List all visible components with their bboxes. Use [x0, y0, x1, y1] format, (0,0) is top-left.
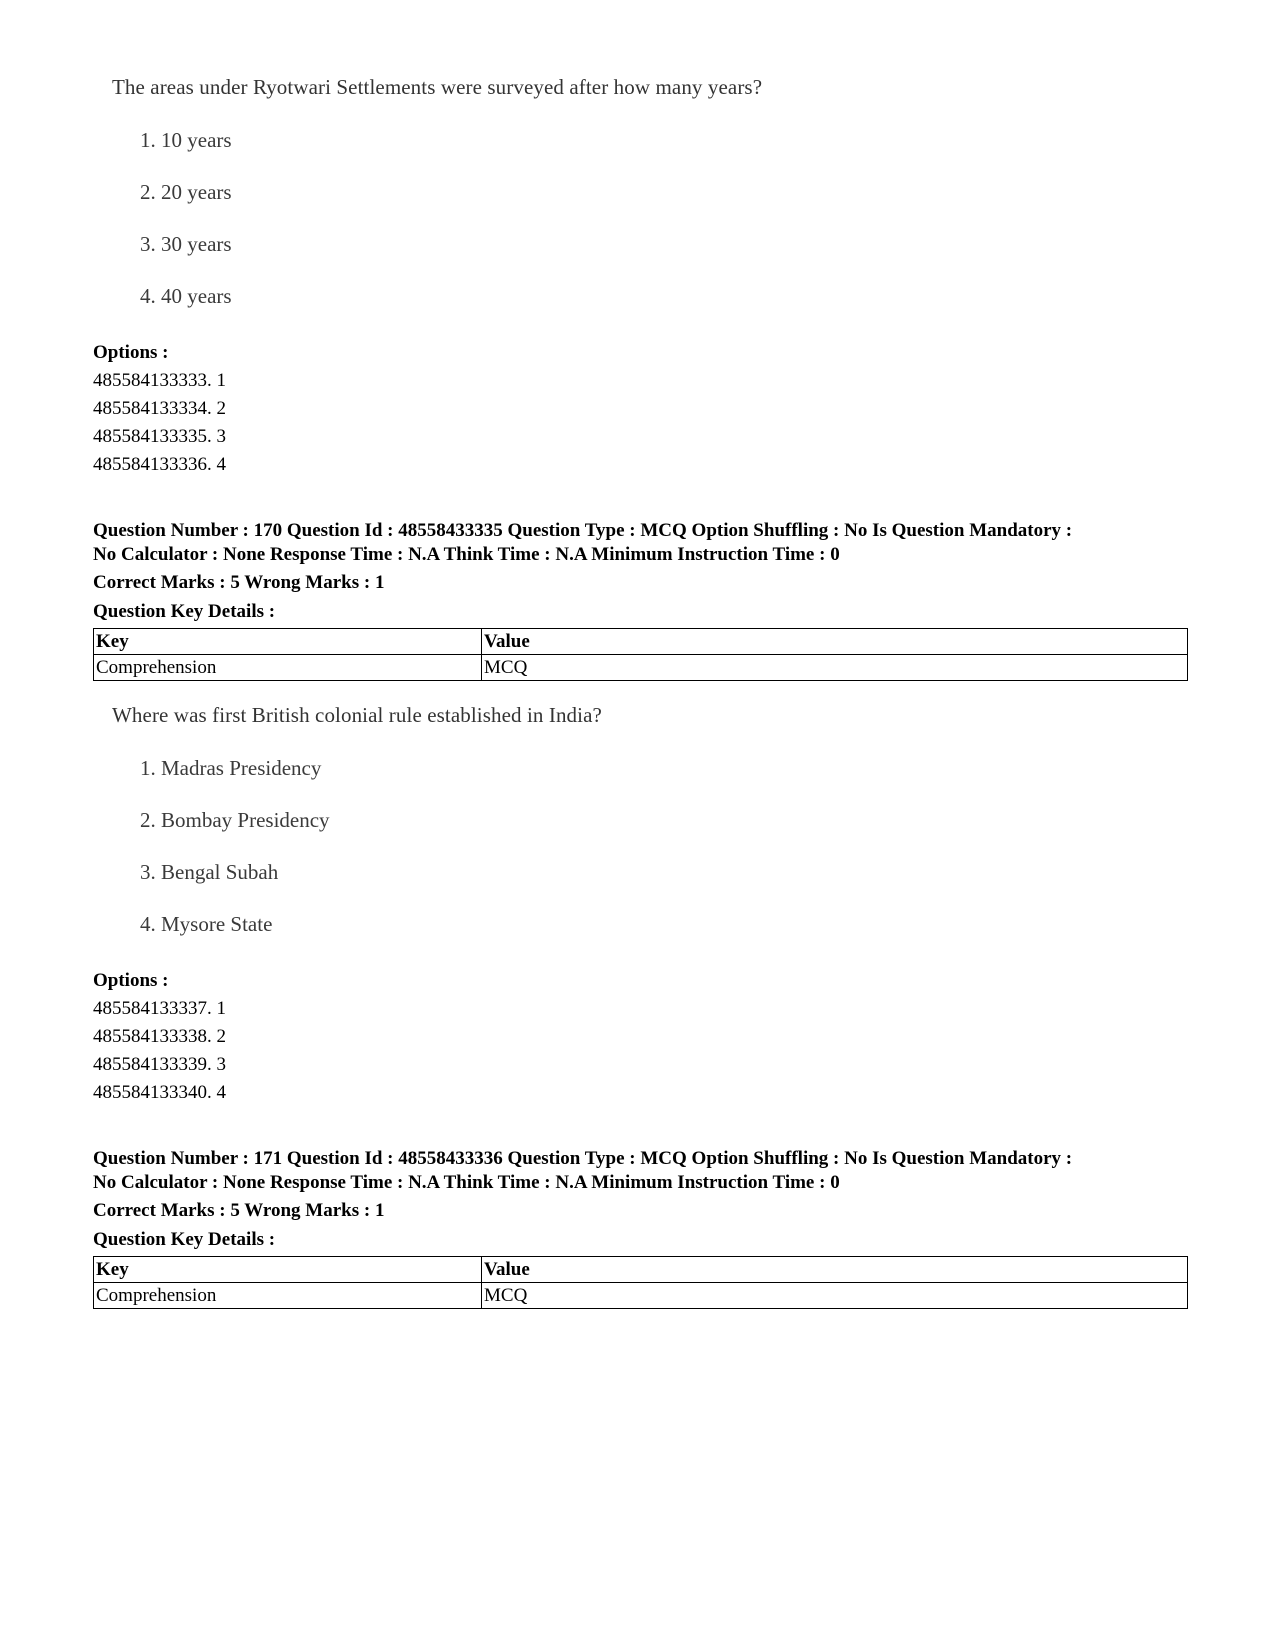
key-value-table-170 [93, 628, 1188, 681]
choice-1-4: 4. 40 years [140, 284, 232, 308]
marks-170: Correct Marks : 5 Wrong Marks : 1 [93, 572, 385, 593]
choice-1-3: 3. 30 years [140, 232, 232, 256]
key-header: Key [94, 1257, 482, 1283]
options-label-2: Options : [93, 970, 169, 991]
options-label-1: Options : [93, 342, 169, 363]
key-details-label-171: Question Key Details : [93, 1229, 276, 1250]
question-text-1: The areas under Ryotwari Settlements were surveyed after how many years? [112, 75, 763, 99]
question-meta-line1-170: Question Number : 170 Question Id : 48558433335 Question Type : MCQ Option Shuffling : No Is Question Mandatory : [93, 520, 1073, 541]
option-id-2-2: 485584133338. 2 [93, 1026, 226, 1047]
table-row [94, 655, 1188, 681]
option-id-2-4: 485584133340. 4 [93, 1082, 226, 1103]
option-id-2-1: 485584133337. 1 [93, 998, 226, 1019]
question-meta-line2-171: No Calculator : None Response Time : N.A Think Time : N.A Minimum Instruction Time : 0 [93, 1172, 840, 1193]
choice-2-1: 1. Madras Presidency [140, 756, 322, 780]
option-id-2-3: 485584133339. 3 [93, 1054, 226, 1075]
table-row [94, 1283, 1188, 1309]
choice-2-4: 4. Mysore State [140, 912, 273, 936]
key-cell: Comprehension [94, 1283, 482, 1309]
value-cell: MCQ [482, 655, 1188, 681]
marks-171: Correct Marks : 5 Wrong Marks : 1 [93, 1200, 385, 1221]
question-meta-line2-170: No Calculator : None Response Time : N.A Think Time : N.A Minimum Instruction Time : 0 [93, 544, 840, 565]
key-value-table-171 [93, 1256, 1188, 1309]
table-header-row [94, 1257, 1188, 1283]
option-id-1-2: 485584133334. 2 [93, 398, 226, 419]
choice-1-2: 2. 20 years [140, 180, 232, 204]
value-header: Value [482, 1257, 1188, 1283]
value-cell: MCQ [482, 1283, 1188, 1309]
table-header-row [94, 629, 1188, 655]
option-id-1-1: 485584133333. 1 [93, 370, 226, 391]
key-details-label-170: Question Key Details : [93, 601, 276, 622]
choice-1-1: 1. 10 years [140, 128, 232, 152]
key-cell: Comprehension [94, 655, 482, 681]
key-header: Key [94, 629, 482, 655]
option-id-1-3: 485584133335. 3 [93, 426, 226, 447]
choice-2-2: 2. Bombay Presidency [140, 808, 330, 832]
value-header: Value [482, 629, 1188, 655]
option-id-1-4: 485584133336. 4 [93, 454, 226, 475]
question-text-2: Where was first British colonial rule established in India? [112, 703, 602, 727]
question-meta-line1-171: Question Number : 171 Question Id : 48558433336 Question Type : MCQ Option Shuffling : No Is Question Mandatory : [93, 1148, 1073, 1169]
choice-2-3: 3. Bengal Subah [140, 860, 279, 884]
